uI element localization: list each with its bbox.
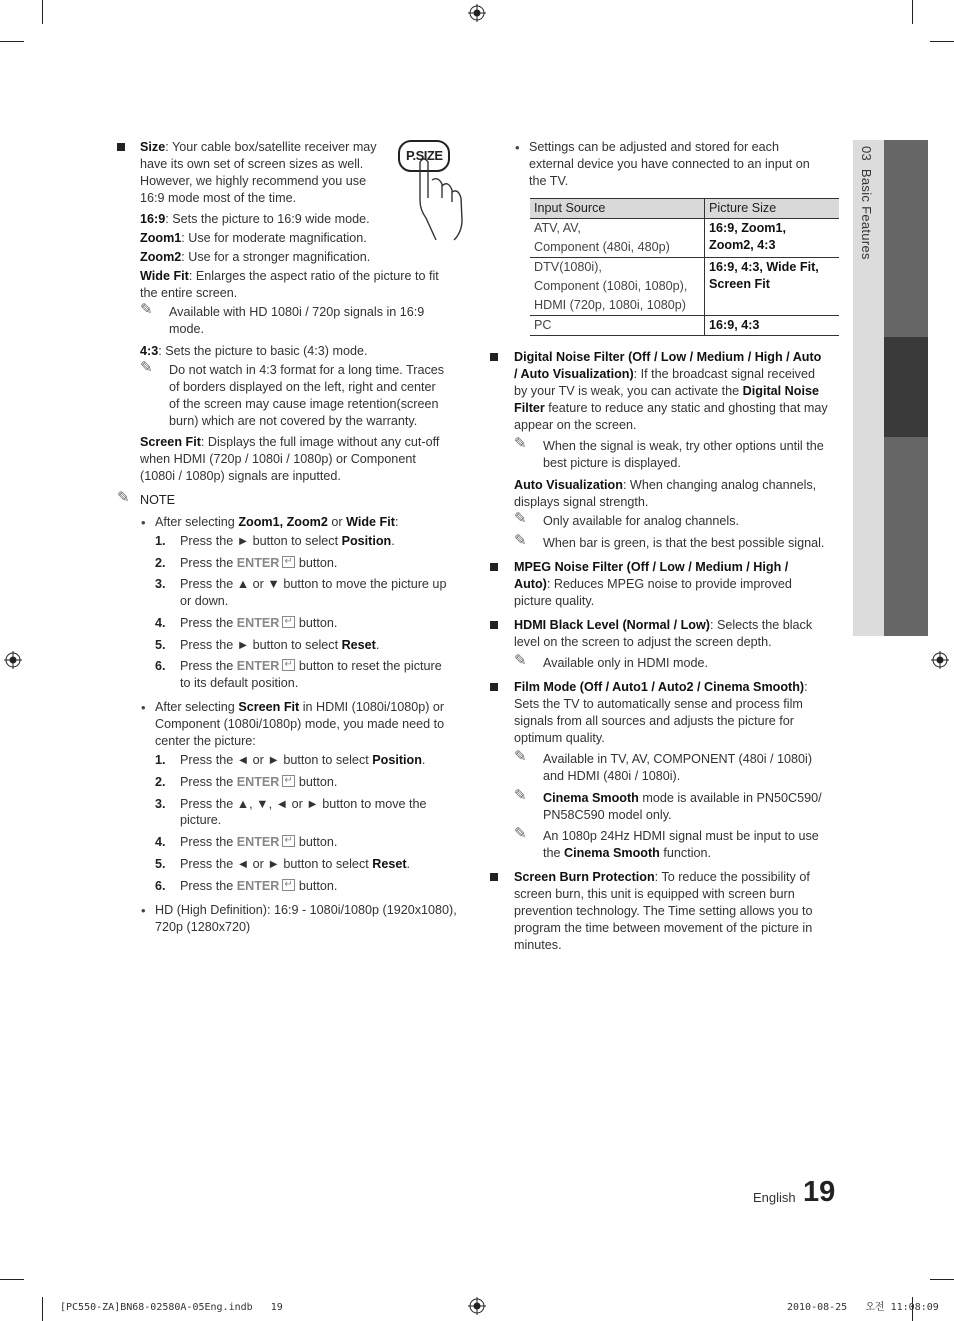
note-text: of borders displayed on the left, right and center	[169, 380, 436, 394]
bold-text: Cinema Smooth	[564, 846, 660, 860]
table-cell-source	[530, 316, 705, 336]
mode-4-3-note	[169, 362, 464, 430]
text: Component (1080i/1080p) mode, you made need to	[155, 717, 445, 731]
step-continuation: picture.	[180, 813, 222, 827]
input-picture-size-table	[530, 198, 839, 336]
step-item	[155, 637, 379, 654]
bold-text: Wide Fit	[346, 515, 395, 529]
note-text: of the screen may cause image retention(screen	[169, 397, 439, 411]
step-item	[155, 796, 427, 813]
screen-burn-protection	[514, 869, 834, 954]
enter-icon: ↵	[282, 835, 295, 847]
text: HD (High Definition): 16:9 - 1080i/1080p (1920x1080),	[155, 903, 457, 917]
crop-mark	[0, 41, 24, 42]
text: :	[804, 680, 808, 694]
step-text: Press the ◄ or ► button to select	[180, 753, 373, 767]
step-text: button.	[295, 616, 338, 630]
crop-mark	[930, 41, 954, 42]
enter-icon: ↵	[282, 775, 295, 787]
step-bold: Reset	[372, 857, 407, 871]
setting-title: Auto)	[514, 577, 547, 591]
mode-screen-fit	[140, 434, 460, 485]
table-row	[530, 258, 839, 316]
chapter-label	[858, 146, 875, 260]
text: prevention technology. The Time setting allows you to	[514, 904, 813, 918]
note-text: Available with HD 1080i / 720p signals in 16:9	[169, 305, 425, 319]
table-cell-line: PC	[534, 318, 552, 332]
note-text: and HDMI (480i / 1080i).	[543, 769, 681, 783]
step-number: 3.	[155, 797, 166, 811]
step-item	[155, 615, 337, 632]
language-label: English	[753, 1190, 796, 1205]
note-pencil-icon: ✎	[514, 532, 527, 549]
step-bold: Reset	[341, 638, 376, 652]
film-note	[543, 828, 843, 862]
film-note	[543, 751, 843, 785]
enter-label: ENTER	[236, 556, 280, 570]
step-text: Press the ► button to select	[180, 534, 342, 548]
note-bullet-screen-fit	[155, 699, 470, 750]
mode-text: : Sets the picture to 16:9 wide mode.	[165, 212, 370, 226]
text: :	[394, 515, 399, 529]
step-number: 5.	[155, 638, 166, 652]
note-bullet-zoom	[155, 514, 398, 531]
step-text: Press the	[180, 556, 237, 570]
step-text: Press the ▲, ▼, ◄ or ► button to move the	[180, 797, 427, 811]
bullet-dot: •	[141, 903, 146, 918]
text: displays signal strength.	[514, 495, 649, 509]
table-cell-source	[530, 219, 705, 258]
mode-wide-fit	[140, 268, 460, 302]
mode-label: Zoom1	[140, 231, 182, 245]
chapter-title: Basic Features	[859, 168, 874, 260]
wide-fit-note	[169, 304, 459, 338]
table-header: Input Source	[530, 199, 705, 219]
table-cell-size	[705, 316, 840, 336]
mode-label: 4:3	[140, 344, 159, 358]
step-item	[155, 576, 446, 593]
chapter-number: 03	[859, 146, 874, 162]
text: After selecting	[155, 515, 239, 529]
step-item	[155, 555, 337, 572]
enter-label: ENTER	[236, 659, 280, 673]
step-item	[155, 774, 337, 791]
step-item	[155, 533, 395, 550]
table-cell-line: HDMI (720p, 1080i, 1080p)	[534, 298, 686, 312]
step-text: Press the ▲ or ▼ button to move the picture up	[180, 577, 447, 591]
text: picture quality.	[514, 594, 595, 608]
note-text: When the signal is weak, try other options until the	[543, 439, 824, 453]
bold-text: Digital Noise	[742, 384, 819, 398]
bullet-square	[490, 621, 498, 629]
step-number: 1.	[155, 753, 166, 767]
text: optimum quality.	[514, 731, 605, 745]
bullet-square	[490, 873, 498, 881]
step-number: 1.	[155, 534, 166, 548]
bullet-dot: •	[141, 515, 146, 530]
mode-text: : Displays the full image without any cut-off	[200, 435, 440, 449]
text: minutes.	[514, 938, 562, 952]
crop-mark	[912, 0, 913, 24]
crop-mark	[42, 1297, 43, 1321]
text: program the time between movement of the picture in	[514, 921, 813, 935]
text: : To reduce the possibility of	[654, 870, 810, 884]
step-number: 2.	[155, 775, 166, 789]
step-text: button.	[295, 879, 338, 893]
psize-remote-icon	[398, 140, 468, 245]
step-text: .	[391, 534, 395, 548]
step-item	[155, 878, 337, 895]
mode-text: : Sets the picture to basic (4:3) mode.	[158, 344, 368, 358]
crop-mark	[0, 1279, 24, 1280]
setting-title: Digital Noise Filter (Off / Low / Medium / High / Auto	[514, 350, 822, 364]
settings-intro	[529, 139, 839, 190]
text: : When changing analog channels,	[622, 478, 817, 492]
enter-label: ENTER	[236, 835, 280, 849]
table-cell-line: 16:9, 4:3, Wide Fit,	[709, 260, 819, 274]
note-pencil-icon: ✎	[117, 489, 130, 506]
step-text: .	[406, 857, 411, 871]
page-number: 19	[803, 1176, 836, 1208]
enter-icon: ↵	[282, 879, 295, 891]
registration-mark-icon	[468, 4, 486, 22]
note-pencil-icon: ✎	[140, 359, 153, 376]
text: the TV.	[529, 174, 569, 188]
mode-label: 16:9	[140, 212, 166, 226]
size-paragraph	[140, 139, 390, 207]
mpeg-noise-filter	[514, 559, 834, 610]
text: : Reduces MPEG noise to provide improved	[546, 577, 792, 591]
step-item	[155, 856, 410, 873]
table-cell-size	[705, 219, 840, 258]
step-text: Press the ◄ or ► button to select	[180, 857, 373, 871]
note-text: mode is available in PN50C590/	[638, 791, 822, 805]
table-cell-line: 16:9, Zoom1,	[709, 221, 786, 235]
step-text: .	[421, 753, 426, 767]
step-number: 5.	[155, 857, 166, 871]
setting-title: Screen Burn Protection	[514, 870, 655, 884]
registration-mark-icon	[931, 651, 949, 669]
note-text: burn) which are not covered by the warranty.	[169, 414, 418, 428]
text: signals from all sources and adjusts the picture for	[514, 714, 794, 728]
mode-label: Wide Fit	[140, 269, 189, 283]
text: : Selects the black	[709, 618, 813, 632]
text: in HDMI (1080i/1080p) or	[299, 700, 445, 714]
mode-zoom1	[140, 230, 367, 247]
text: Sets the TV to automatically sense and process film	[514, 697, 803, 711]
note-pencil-icon: ✎	[514, 510, 527, 527]
note-text: Do not watch in 4:3 format for a long time. Traces	[169, 363, 445, 377]
mode-text: : Use for moderate magnification.	[181, 231, 367, 245]
mode-text: the entire screen.	[140, 286, 238, 300]
bold-text: Screen Fit	[238, 700, 300, 714]
enter-label: ENTER	[236, 775, 280, 789]
av-note: Only available for analog channels.	[543, 514, 740, 528]
film-note	[543, 790, 843, 824]
text: or	[327, 515, 347, 529]
note-pencil-icon: ✎	[514, 748, 527, 765]
av-note: When bar is green, is that the best possible signal.	[543, 536, 825, 550]
size-text: 16:9 mode most of the time.	[140, 191, 297, 205]
bold-text: Zoom1, Zoom2	[238, 515, 328, 529]
text: : If the broadcast signal received	[633, 367, 815, 381]
step-text: button.	[295, 556, 338, 570]
enter-label: ENTER	[236, 879, 280, 893]
text: 720p (1280x720)	[155, 920, 251, 934]
table-row	[530, 219, 839, 258]
mode-16-9	[140, 211, 370, 228]
mode-label: Screen Fit	[140, 435, 201, 449]
step-item	[155, 658, 442, 675]
table-cell-source	[530, 258, 705, 316]
step-text: Press the	[180, 659, 237, 673]
crop-mark	[930, 1279, 954, 1280]
step-text: Press the	[180, 879, 237, 893]
step-text: Press the	[180, 835, 237, 849]
table-cell-line: DTV(1080i),	[534, 260, 602, 274]
setting-title: / Auto Visualization)	[514, 367, 634, 381]
note-text: PN58C590 model only.	[543, 808, 672, 822]
note-text: Available in TV, AV, COMPONENT (480i / 1080i)	[543, 752, 813, 766]
text: Settings can be adjusted and stored for each	[529, 140, 779, 154]
table-row	[530, 316, 839, 336]
mode-text: : Enlarges the aspect ratio of the picture to fit	[188, 269, 439, 283]
enter-icon: ↵	[282, 616, 295, 628]
step-text: Press the ► button to select	[180, 638, 342, 652]
note-bullet-hd	[155, 902, 475, 936]
step-continuation: to its default position.	[180, 676, 299, 690]
note-heading: NOTE	[140, 493, 175, 507]
note-text: mode.	[169, 322, 205, 336]
step-number: 6.	[155, 659, 166, 673]
step-text: button.	[295, 835, 338, 849]
note-pencil-icon: ✎	[514, 652, 527, 669]
hdmi-black-level	[514, 617, 834, 651]
table-header: Picture Size	[705, 199, 840, 219]
note-pencil-icon: ✎	[514, 825, 527, 842]
setting-title: Film Mode (Off / Auto1 / Auto2 / Cinema Smooth)	[514, 680, 805, 694]
mode-4-3	[140, 343, 368, 360]
step-number: 4.	[155, 616, 166, 630]
bullet-square	[117, 143, 125, 151]
note-text: function.	[659, 846, 711, 860]
bullet-square	[490, 353, 498, 361]
table-cell-line: Screen Fit	[709, 277, 770, 291]
step-continuation: or down.	[180, 594, 229, 608]
note-pencil-icon: ✎	[514, 435, 527, 452]
step-item	[155, 752, 425, 769]
note-pencil-icon: ✎	[514, 787, 527, 804]
mode-label: Zoom2	[140, 250, 182, 264]
bullet-square	[490, 683, 498, 691]
step-number: 3.	[155, 577, 166, 591]
step-text: button.	[295, 775, 338, 789]
registration-mark-icon	[4, 651, 22, 669]
mode-text: : Use for a stronger magnification.	[181, 250, 371, 264]
timestamp: 2010-08-25 오전 11:08:09	[787, 1302, 939, 1313]
size-text: have its own set of screen sizes as well.	[140, 157, 364, 171]
table-cell-line: Component (1080i, 1080p),	[534, 279, 688, 293]
text: appear on the screen.	[514, 418, 637, 432]
mode-text: when HDMI (720p / 1080i / 1080p) or Component	[140, 452, 416, 466]
registration-mark-icon	[468, 1297, 486, 1315]
step-text: button to reset the picture	[295, 659, 442, 673]
step-text: Press the	[180, 775, 237, 789]
crop-mark	[42, 0, 43, 24]
enter-icon: ↵	[282, 659, 295, 671]
step-number: 2.	[155, 556, 166, 570]
step-number: 4.	[155, 835, 166, 849]
chapter-tab-active	[884, 337, 928, 437]
step-number: 6.	[155, 879, 166, 893]
film-mode	[514, 679, 834, 747]
bold-text: Cinema Smooth	[543, 791, 639, 805]
size-text: : Your cable box/satellite receiver may	[165, 140, 377, 154]
step-bold: Position	[372, 753, 422, 767]
hdmi-note: Available only in HDMI mode.	[543, 656, 708, 670]
step-bold: Position	[341, 534, 392, 548]
mode-text: (1080i / 1080p) signals are inputted.	[140, 469, 341, 483]
dnf-note	[543, 438, 843, 472]
bullet-dot: •	[515, 140, 520, 155]
text: center the picture:	[155, 734, 256, 748]
enter-icon: ↵	[282, 556, 295, 568]
table-body	[530, 219, 839, 336]
table-cell-line: 16:9, 4:3	[709, 318, 760, 332]
text: level on the screen to adjust the screen depth.	[514, 635, 772, 649]
table-header-row	[530, 199, 839, 219]
note-text: the	[543, 846, 565, 860]
setting-title: MPEG Noise Filter (Off / Low / Medium / High /	[514, 560, 789, 574]
text: screen burn, this unit is equipped with screen burn	[514, 887, 795, 901]
size-text: However, we highly recommend you use	[140, 174, 367, 188]
table-cell-size	[705, 258, 840, 316]
step-text: .	[375, 638, 380, 652]
text: by your TV is weak, you can activate the	[514, 384, 743, 398]
size-label: Size	[140, 140, 166, 154]
text: feature to reduce any static and ghosting that may	[544, 401, 828, 415]
table-cell-line: Zoom2, 4:3	[709, 238, 776, 252]
file-name: [PC550-ZA]BN68-02580A-05Eng.indb 19	[60, 1302, 283, 1313]
setting-title: Auto Visualization	[514, 478, 623, 492]
digital-noise-filter	[514, 349, 844, 434]
table-cell-line: Component (480i, 480p)	[534, 240, 670, 254]
table-cell-line: ATV, AV,	[534, 221, 581, 235]
text: After selecting	[155, 700, 239, 714]
mode-zoom2	[140, 249, 370, 266]
bullet-dot: •	[141, 700, 146, 715]
text: external device you have connected to an input on	[529, 157, 810, 171]
bullet-square	[490, 563, 498, 571]
enter-label: ENTER	[236, 616, 280, 630]
step-item	[155, 834, 337, 851]
psize-label: P.SIZE	[406, 148, 443, 163]
note-pencil-icon: ✎	[140, 301, 153, 318]
setting-title: HDMI Black Level (Normal / Low)	[514, 618, 710, 632]
note-text: best picture is displayed.	[543, 456, 681, 470]
step-text: Press the	[180, 616, 237, 630]
auto-visualization	[514, 477, 834, 511]
bold-text: Filter	[514, 401, 545, 415]
note-text: An 1080p 24Hz HDMI signal must be input to use	[543, 829, 819, 843]
